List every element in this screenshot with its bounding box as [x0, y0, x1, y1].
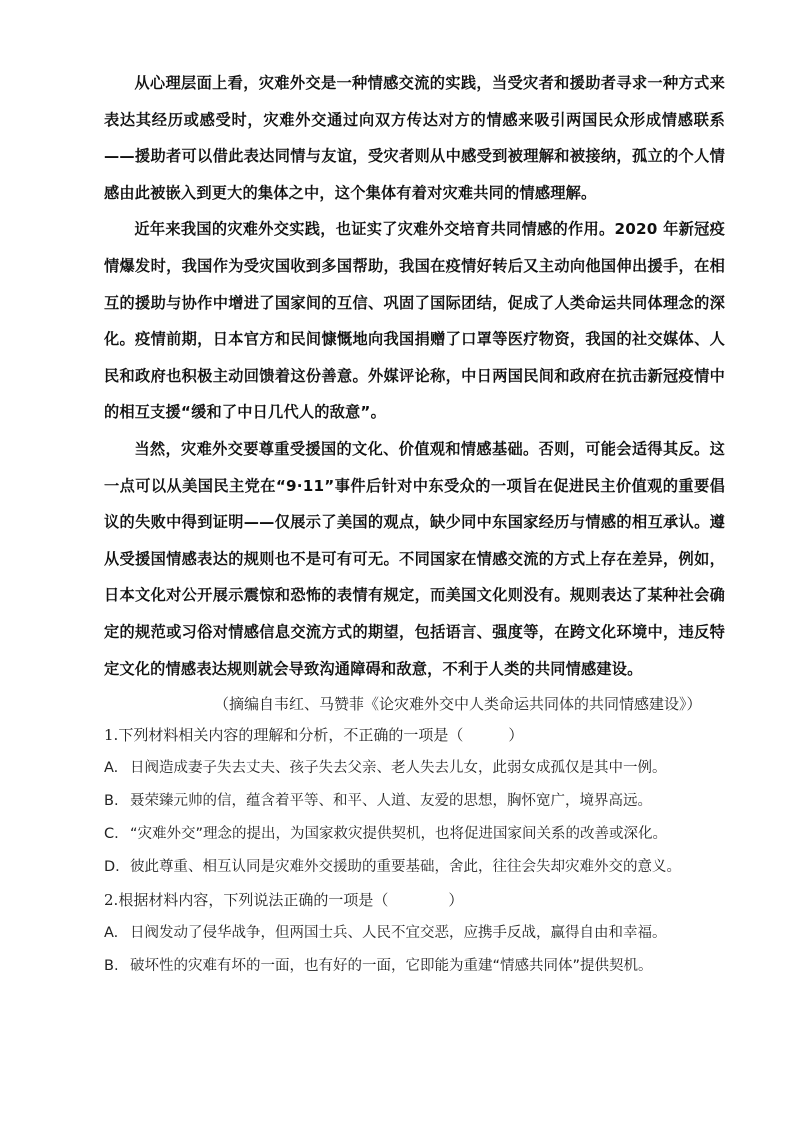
option-letter: A.	[104, 925, 119, 942]
passage-paragraph-1: 从心理层面上看，灾难外交是一种情感交流的实践，当受灾者和援助者寻求一种方式来表达其经历或感受时，灾难外交通过向双方传达对方的情感来吸引两国民众形成情感联系——援助者可以借此表达同情与友谊，受灾者则从中感受到被理解和被接纳，孤立的个人情感由此被嵌入到更大的集体之中，这个集体有着对灾难共同的情感理解。	[104, 74, 725, 202]
option-b	[104, 950, 725, 983]
question-number: 1.	[104, 726, 119, 745]
question-2	[104, 884, 725, 983]
option-text: 彼此尊重、相互认同是灾难外交援助的重要基础，舍此，往往会失却灾难外交的意义。	[130, 859, 681, 876]
option-letter: C.	[104, 826, 119, 843]
document-content	[104, 65, 725, 983]
question-stem	[104, 884, 725, 917]
option-b	[104, 785, 725, 818]
option-a	[104, 752, 725, 785]
option-letter: B.	[104, 793, 119, 810]
option-text: 破坏性的灾难有坏的一面，也有好的一面，它即能为重建“情感共同体”提供契机。	[130, 958, 653, 975]
question-text: 下列材料相关内容的理解和分析，不正确的一项是（ ）	[118, 726, 524, 745]
option-c	[104, 818, 725, 851]
question-1	[104, 719, 725, 884]
question-stem	[104, 719, 725, 752]
option-letter: D.	[104, 859, 120, 876]
passage-paragraph-3: 当然，灾难外交要尊重受援国的文化、价值观和情感基础。否则，可能会适得其反。这一点可以从美国民主党在“9·11”事件后针对中东受众的一项旨在促进民主价值观的重要倡议的失败中得到证明——仅展示了美国的观点，缺少同中东国家经历与情感的相互承认。遵从受援国情感表达的规则也不是可有可无。不同国家在情感交流的方式上存在差异，例如，日本文化对公开展示震惊和恐怖的表情有规定，而美国文化则没有。规则表达了某种社会确定的规范或习俗对情感信息交流方式的期望，包括语言、强度等，在跨文化环境中，违反特定文化的情感表达规则就会导致沟通障碍和敌意，不利于人类的共同情感建设。	[104, 439, 725, 678]
option-text: “灾难外交”理念的提出，为国家救灾提供契机，也将促进国家间关系的改善或深化。	[130, 826, 668, 843]
question-text: 根据材料内容，下列说法正确的一项是（ ）	[118, 891, 464, 910]
passage-paragraph-2: 近年来我国的灾难外交实践，也证实了灾难外交培育共同情感的作用。2020 年新冠疫情爆发时，我国作为受灾国收到多国帮助，我国在疫情好转后又主动向他国伸出援手，在相互的援助与协作中增进了国家间的互信、巩固了国际团结，促成了人类命运共同体理念的深化。疫情前期，日本官方和民间慷慨地向我国捐赠了口罩等医疗物资，我国的社交媒体、人民和政府也积极主动回馈着这份善意。外媒评论称，中日两国民间和政府在抗击新冠疫情中的相互支援“缓和了中日几代人的敌意”。	[104, 220, 725, 422]
option-d	[104, 851, 725, 884]
passage-source-citation: （摘编自韦红、马赞菲《论灾难外交中人类命运共同体的共同情感建设》）	[214, 695, 702, 714]
option-text: 日阀发动了侵华战争，但两国士兵、人民不宜交恶，应携手反战，赢得自由和幸福。	[130, 925, 667, 942]
option-letter: A.	[104, 760, 119, 777]
option-a	[104, 917, 725, 950]
option-letter: B.	[104, 958, 119, 975]
question-number: 2.	[104, 891, 119, 910]
option-text: 聂荣臻元帅的信，蕴含着平等、和平、人道、友爱的思想，胸怀宽广，境界高远。	[130, 793, 652, 810]
option-text: 日阀造成妻子失去丈夫、孩子失去父亲、老人失去儿女，此弱女成孤仅是其中一例。	[130, 760, 667, 777]
